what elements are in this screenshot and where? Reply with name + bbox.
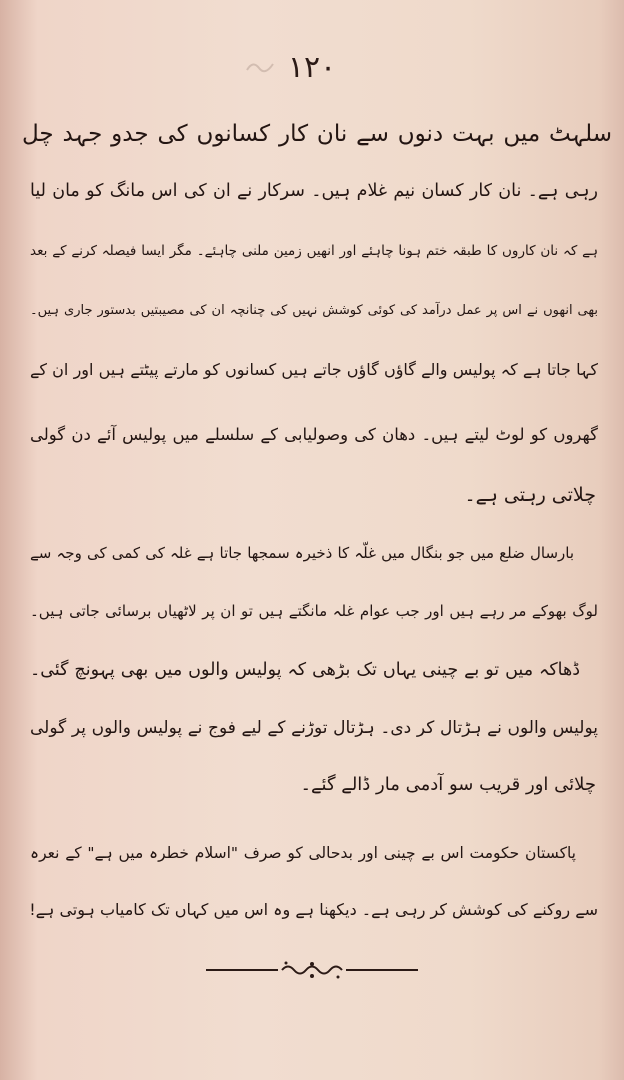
text-line: ڈھاکہ میں تو بے چینی یہاں تک بڑھی کہ پولیس والوں میں بھی پہونچ گئی۔	[30, 660, 580, 680]
text-line: چلائی اور قریب سو آدمی مار ڈالے گئے۔	[300, 774, 596, 795]
text-line: پاکستان حکومت اس بے چینی اور بدحالی کو صرف "اسلام خطرہ میں ہے" کے نعرہ	[30, 844, 576, 862]
text-line: رہی ہے۔ نان کار کسان نیم غلام ہیں۔ سرکار نے ان کی اس مانگ کو مان لیا	[30, 181, 598, 201]
text-line: بارسال ضلع میں جو بنگال میں غلّہ کا ذخیرہ سمجھا جاتا ہے غلہ کی کمی کی وجہ سے	[30, 544, 574, 562]
text-line: لوگ بھوکے مر رہے ہیں اور جب عوام غلہ مانگتے ہیں تو ان پر لاٹھیاں برسائی جاتی ہیں۔	[30, 602, 598, 620]
page-number: ۱۲۰	[287, 50, 337, 85]
text-line: بھی انھوں نے اس پر عمل درآمد کی کوئی کوشش نہیں کی چنانچہ ان کی مصیبتیں بدستور جاری ہیں۔	[30, 303, 598, 318]
text-line: گھروں کو لوٹ لیتے ہیں۔ دھان کی وصولیابی کے سلسلے میں پولیس آئے دن گولی	[30, 425, 598, 444]
text-line: پولیس والوں نے ہڑتال کر دی۔ ہڑتال توڑنے کے لیے فوج نے پولیس والوں پر گولی	[30, 718, 598, 738]
text-line: کہا جاتا ہے کہ پولیس والے گاؤں گاؤں جاتے ہیں کسانوں کو مارتے پیٹتے ہیں اور ان کے	[30, 360, 598, 379]
text-line: چلاتی رہتی ہے۔	[464, 484, 596, 506]
text-line: سے روکنے کی کوشش کر رہی ہے۔ دیکھنا ہے وہ اس میں کہاں تک کامیاب ہوتی ہے!	[29, 900, 598, 919]
text-line: ہے کہ نان کاروں کا طبقہ ختم ہونا چاہئے اور انھیں زمین ملنی چاہئے۔ مگر ایسا فیصلہ کرنے کے بعد	[30, 243, 598, 259]
end-ornament	[206, 958, 418, 982]
text-line: سلہٹ میں بہت دنوں سے نان کار کسانوں کی جدو جہد چل	[22, 121, 612, 147]
